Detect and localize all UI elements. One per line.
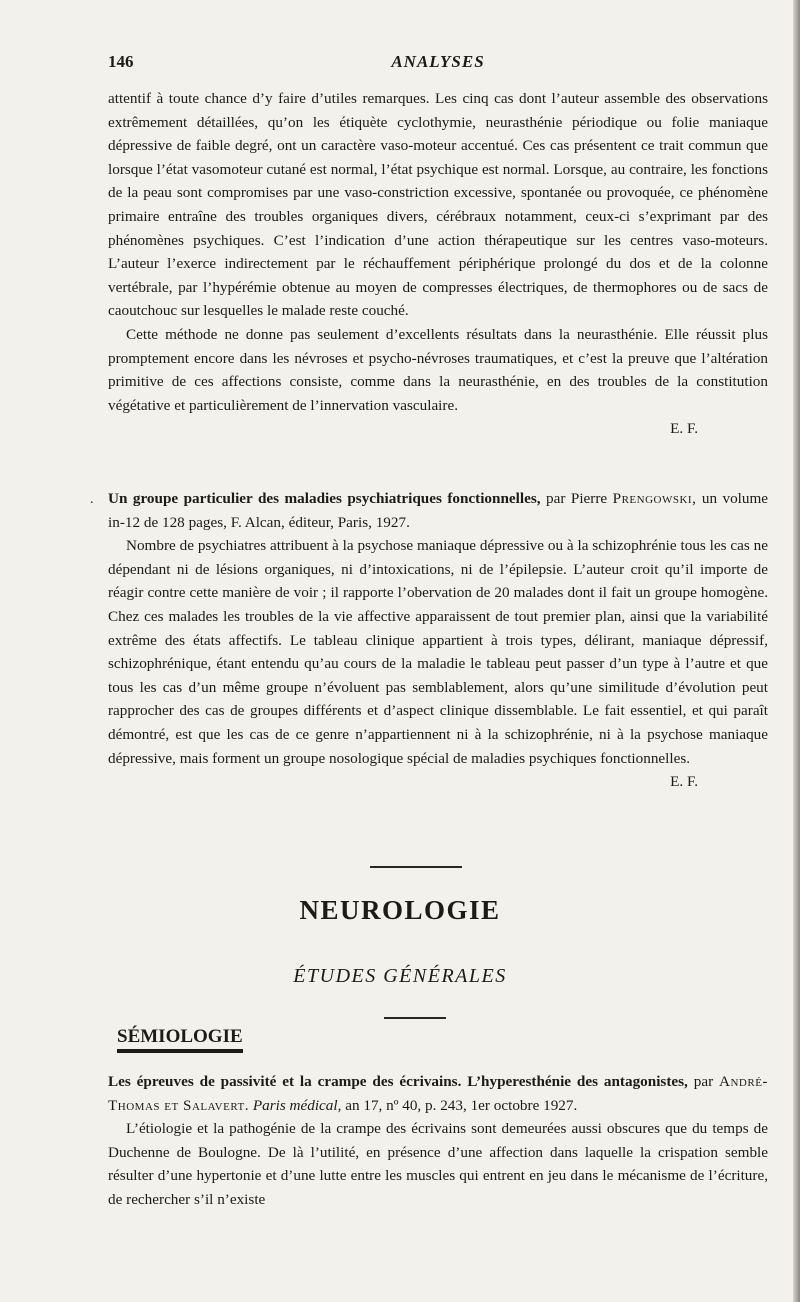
review-entry bbox=[108, 487, 768, 794]
section-subtitle: ÉTUDES GÉNÉRALES bbox=[293, 965, 507, 987]
work-title: Les épreuves de passivité et la crampe des écrivains. L’hyperesthénie des antagonistes, bbox=[108, 1073, 688, 1090]
page-edge-shadow bbox=[793, 0, 800, 1302]
entry-marker: . bbox=[90, 492, 94, 507]
running-title: ANALYSES bbox=[391, 52, 485, 71]
page-header bbox=[108, 52, 768, 78]
review-continuation bbox=[108, 87, 768, 441]
page-number: 146 bbox=[108, 52, 134, 71]
author-name: Prengowski, bbox=[612, 490, 697, 507]
signature-line bbox=[108, 770, 768, 794]
author-names: André-Thomas et Salavert. bbox=[108, 1073, 768, 1114]
review-body: L’étiologie et la pathogénie de la crampe des écrivains sont demeurées aussi obscures que du temps de Duchenne de Boulogne. De là l’utilité, en présence d’une affection dans laquelle la crispation semble résulter d’une hypertonie et d’une lutte entre les muscles qui entrent en jeu dans le mécanisme de l’écriture, de rechercher s’il n’existe bbox=[108, 1120, 768, 1208]
review-signature: E. F. bbox=[670, 420, 698, 438]
bibliographic-reference: Un groupe particulier des maladies psychiatriques fonctionnelles, par Pierre Prengowski, un volume in-12 de 128 pages, F. Alcan, éditeur, Paris, 1927. bbox=[108, 490, 769, 531]
subtitle-divider bbox=[384, 1017, 446, 1019]
bibliographic-reference: Les épreuves de passivité et la crampe des écrivains. L’hyperesthénie des antagonistes, par André-Thomas et Salavert. Paris médical, an 17, nº 40, p. 243, 1er octobre 1927. bbox=[108, 1073, 768, 1114]
publication-details: un volume in-12 de 128 pages, F. Alcan, éditeur, Paris, 1927. bbox=[108, 490, 769, 531]
review-signature: E. F. bbox=[670, 773, 698, 791]
work-title: Un groupe particulier des maladies psychiatriques fonctionnelles, bbox=[108, 490, 541, 507]
review-paragraph: attentif à toute chance d’y faire d’utiles remarques. Les cinq cas dont l’auteur assemble des observations extrêmement détaillées, qu’on les étiquète cyclothymie, neurasthénie périodique ou folie maniaque dépressive de faible degré, ont un caractère vaso-moteur accentué. Ces cas présentent ce trait commun que lorsque l’état vasomoteur cutané est normal, l’état psychique est normal. Lorsque, au contraire, les fonctions de la peau sont compromises par une vaso-constriction excessive, spontanée ou provoquée, ce phénomène primaire entraîne des troubles organiques divers, cérébraux notamment, ceux-ci s’exprimant par des phénomènes psychiques. C’est l’indication d’une action thérapeutique sur les centres vaso-moteurs. L’auteur l’exerce indirectement par le réchauffement périphérique prolongé du dos et de la colonne vertébrale, par l’hypérémie obtenue au moyen de compresses électriques, de thermophores ou de sacs de caoutchouc sur lesquelles le malade reste couché. bbox=[108, 90, 768, 320]
publication-details: an 17, nº 40, p. 243, 1er octobre 1927. bbox=[345, 1096, 578, 1114]
section-title: NEUROLOGIE bbox=[299, 895, 501, 925]
subsection-heading: SÉMIOLOGIE bbox=[117, 1026, 243, 1053]
section-divider bbox=[370, 866, 462, 868]
signature-line bbox=[108, 417, 768, 441]
review-paragraph: Cette méthode ne donne pas seulement d’excellents résultats dans la neurasthénie. Elle réussit plus promptement encore dans les névroses et psycho-névroses traumatiques, et c’est la preuve que l’altération primitive de ces affections consiste, comme dans la neurasthénie, en des troubles de la constitution végétative et particulièrement de l’innervation vasculaire. bbox=[108, 325, 768, 414]
review-body: Nombre de psychiatres attribuent à la psychose maniaque dépressive ou à la schizophrénie tous les cas ne dépendant ni de lésions organiques, ni d’intoxications, ni de l’épilepsie. L’auteur croit qu’il importe de réagir contre cette manière de voir ; il rapporte l’obervation de 20 malades dont il fait un groupe homogène. Chez ces malades les troubles de la vie affective apparaissent de tout premier plan, ainsi que la variabilité extrême des états affectifs. Le tableau clinique appartient à trois types, délirant, maniaque dépressif, schizophrénique, étant entendu qu’au cours de la maladie le tableau peut passer d’un type à l’autre et que tous les cas d’un même groupe n’évoluent pas semblablement, alors qu’une similitude d’évolution peut rapprocher des cas de groupes différents et d’aspect clinique dissemblable. Le fait essentiel, et qui paraît démontré, est que les cas de ce genre n’appartiennent ni à la schizophrénie, ni à la psychose maniaque dépressive, mais forment un groupe nosologique spécial de maladies psychiques fonctionnelles. bbox=[108, 537, 768, 767]
journal-name: Paris médical, bbox=[252, 1096, 342, 1114]
review-entry bbox=[108, 1070, 768, 1212]
